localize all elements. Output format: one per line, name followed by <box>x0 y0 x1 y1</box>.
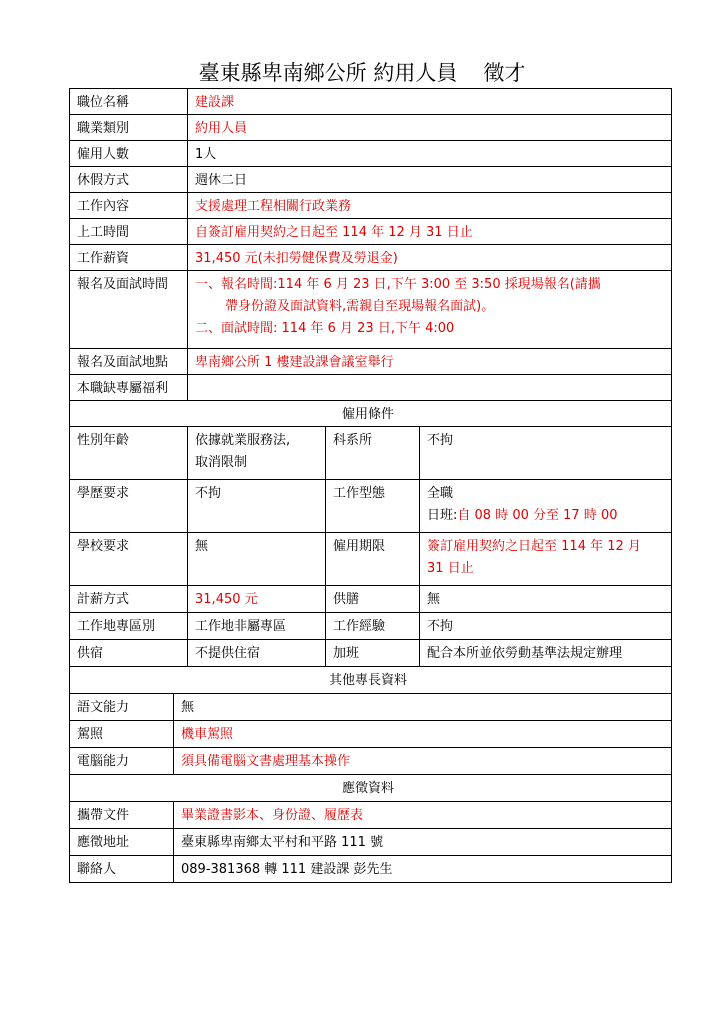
label-license: 駕照 <box>70 721 174 748</box>
value-interview-location: 卑南鄉公所 1 樓建設課會議室舉行 <box>188 349 672 375</box>
label-work-type: 工作型態 <box>326 480 420 533</box>
row-duties <box>70 193 672 219</box>
row-salary <box>70 245 672 271</box>
row-headcount <box>70 141 672 167</box>
value-computer: 須具備電腦文書處理基本操作 <box>174 748 672 775</box>
row-position <box>70 89 672 115</box>
label-start-date: 上工時間 <box>70 219 188 245</box>
label-lodging: 供宿 <box>70 640 188 667</box>
value-contact: 089-381368 轉 111 建設課 彭先生 <box>174 856 672 883</box>
value-overtime: 配合本所並依勞動基準法規定辦理 <box>420 640 672 667</box>
label-experience: 工作經驗 <box>326 613 420 640</box>
value-documents: 畢業證書影本、身份證、履歷表 <box>174 802 672 829</box>
section-header-skills: 其他專長資料 <box>70 667 672 694</box>
label-language: 語文能力 <box>70 694 174 721</box>
value-lodging: 不提供住宿 <box>188 640 326 667</box>
gender-age-line-2: 取消限制 <box>195 455 248 470</box>
value-benefits <box>188 375 672 401</box>
work-type-line-2 <box>427 505 666 527</box>
row-school <box>70 533 672 586</box>
value-meals: 無 <box>420 586 672 613</box>
label-period: 僱用期限 <box>326 533 420 586</box>
value-headcount: 1人 <box>188 141 672 167</box>
label-pay-method: 計薪方式 <box>70 586 188 613</box>
row-category <box>70 115 672 141</box>
title-main: 臺東縣卑南鄉公所 約用人員 <box>198 61 458 85</box>
row-contact <box>70 856 672 883</box>
value-education: 不拘 <box>188 480 326 533</box>
work-type-line-1: 全職 <box>427 486 454 501</box>
row-language <box>70 694 672 721</box>
row-benefits <box>70 375 672 401</box>
interview-line-3: 二、面試時間: 114 年 6 月 23 日,下午 4:00 <box>195 321 455 336</box>
value-interview-time <box>188 271 672 349</box>
value-position: 建設課 <box>188 89 672 115</box>
value-region: 工作地非屬專區 <box>188 613 326 640</box>
label-salary: 工作薪資 <box>70 245 188 271</box>
row-conditions-header <box>70 401 672 427</box>
row-interview-location <box>70 349 672 375</box>
page-title <box>0 60 724 86</box>
value-category: 約用人員 <box>188 115 672 141</box>
row-education <box>70 480 672 533</box>
value-start-date: 自簽訂雇用契約之日起至 114 年 12 月 31 日止 <box>188 219 672 245</box>
label-region: 工作地專區別 <box>70 613 188 640</box>
label-school: 學校要求 <box>70 533 188 586</box>
work-type-shift-hours: 自 08 時 00 分至 17 時 00 <box>457 508 618 523</box>
label-contact: 聯絡人 <box>70 856 174 883</box>
label-documents: 攜帶文件 <box>70 802 174 829</box>
value-language: 無 <box>174 694 672 721</box>
value-duties: 支援處理工程相關行政業務 <box>188 193 672 219</box>
label-department: 科系所 <box>326 427 420 480</box>
section-header-application: 應徵資料 <box>70 775 672 802</box>
row-documents <box>70 802 672 829</box>
row-application-header <box>70 775 672 802</box>
label-leave: 休假方式 <box>70 167 188 193</box>
label-interview-location: 報名及面試地點 <box>70 349 188 375</box>
row-skills-header <box>70 667 672 694</box>
value-address: 臺東縣卑南鄉太平村和平路 111 號 <box>174 829 672 856</box>
interview-line-2: 帶身份證及面試資料,需親自至現場報名面試)。 <box>225 299 495 314</box>
work-type-shift-label: 日班: <box>427 508 458 523</box>
title-suffix: 徵才 <box>483 61 526 85</box>
label-category: 職業類別 <box>70 115 188 141</box>
value-school: 無 <box>188 533 326 586</box>
value-leave: 週休二日 <box>188 167 672 193</box>
period-line-2: 31 日止 <box>427 561 474 576</box>
row-leave <box>70 167 672 193</box>
value-department: 不拘 <box>420 427 672 480</box>
value-license: 機車駕照 <box>174 721 672 748</box>
value-pay-method: 31,450 元 <box>188 586 326 613</box>
interview-line-1: 一、報名時間:114 年 6 月 23 日,下午 3:00 至 3:50 採現場報名(請攜 <box>195 277 601 292</box>
value-experience: 不拘 <box>420 613 672 640</box>
label-duties: 工作內容 <box>70 193 188 219</box>
row-start-date <box>70 219 672 245</box>
row-lodging <box>70 640 672 667</box>
row-region <box>70 613 672 640</box>
section-header-conditions: 僱用條件 <box>70 401 672 427</box>
label-benefits: 本職缺專屬福利 <box>70 375 188 401</box>
label-meals: 供膳 <box>326 586 420 613</box>
label-gender-age: 性別年齡 <box>70 427 188 480</box>
label-computer: 電腦能力 <box>70 748 174 775</box>
value-work-type <box>420 480 672 533</box>
row-interview-time <box>70 271 672 349</box>
value-period <box>420 533 672 586</box>
label-position: 職位名稱 <box>70 89 188 115</box>
row-computer <box>70 748 672 775</box>
label-education: 學歷要求 <box>70 480 188 533</box>
row-address <box>70 829 672 856</box>
value-salary: 31,450 元(未扣勞健保費及勞退金) <box>188 245 672 271</box>
period-line-1: 簽訂雇用契約之日起至 114 年 12 月 <box>427 539 641 554</box>
label-overtime: 加班 <box>326 640 420 667</box>
recruitment-table <box>69 88 672 883</box>
row-gender-age <box>70 427 672 480</box>
value-gender-age <box>188 427 326 480</box>
gender-age-line-1: 依據就業服務法, <box>195 433 291 448</box>
row-license <box>70 721 672 748</box>
row-pay-method <box>70 586 672 613</box>
label-headcount: 僱用人數 <box>70 141 188 167</box>
label-interview-time: 報名及面試時間 <box>70 271 188 349</box>
label-address: 應徵地址 <box>70 829 174 856</box>
